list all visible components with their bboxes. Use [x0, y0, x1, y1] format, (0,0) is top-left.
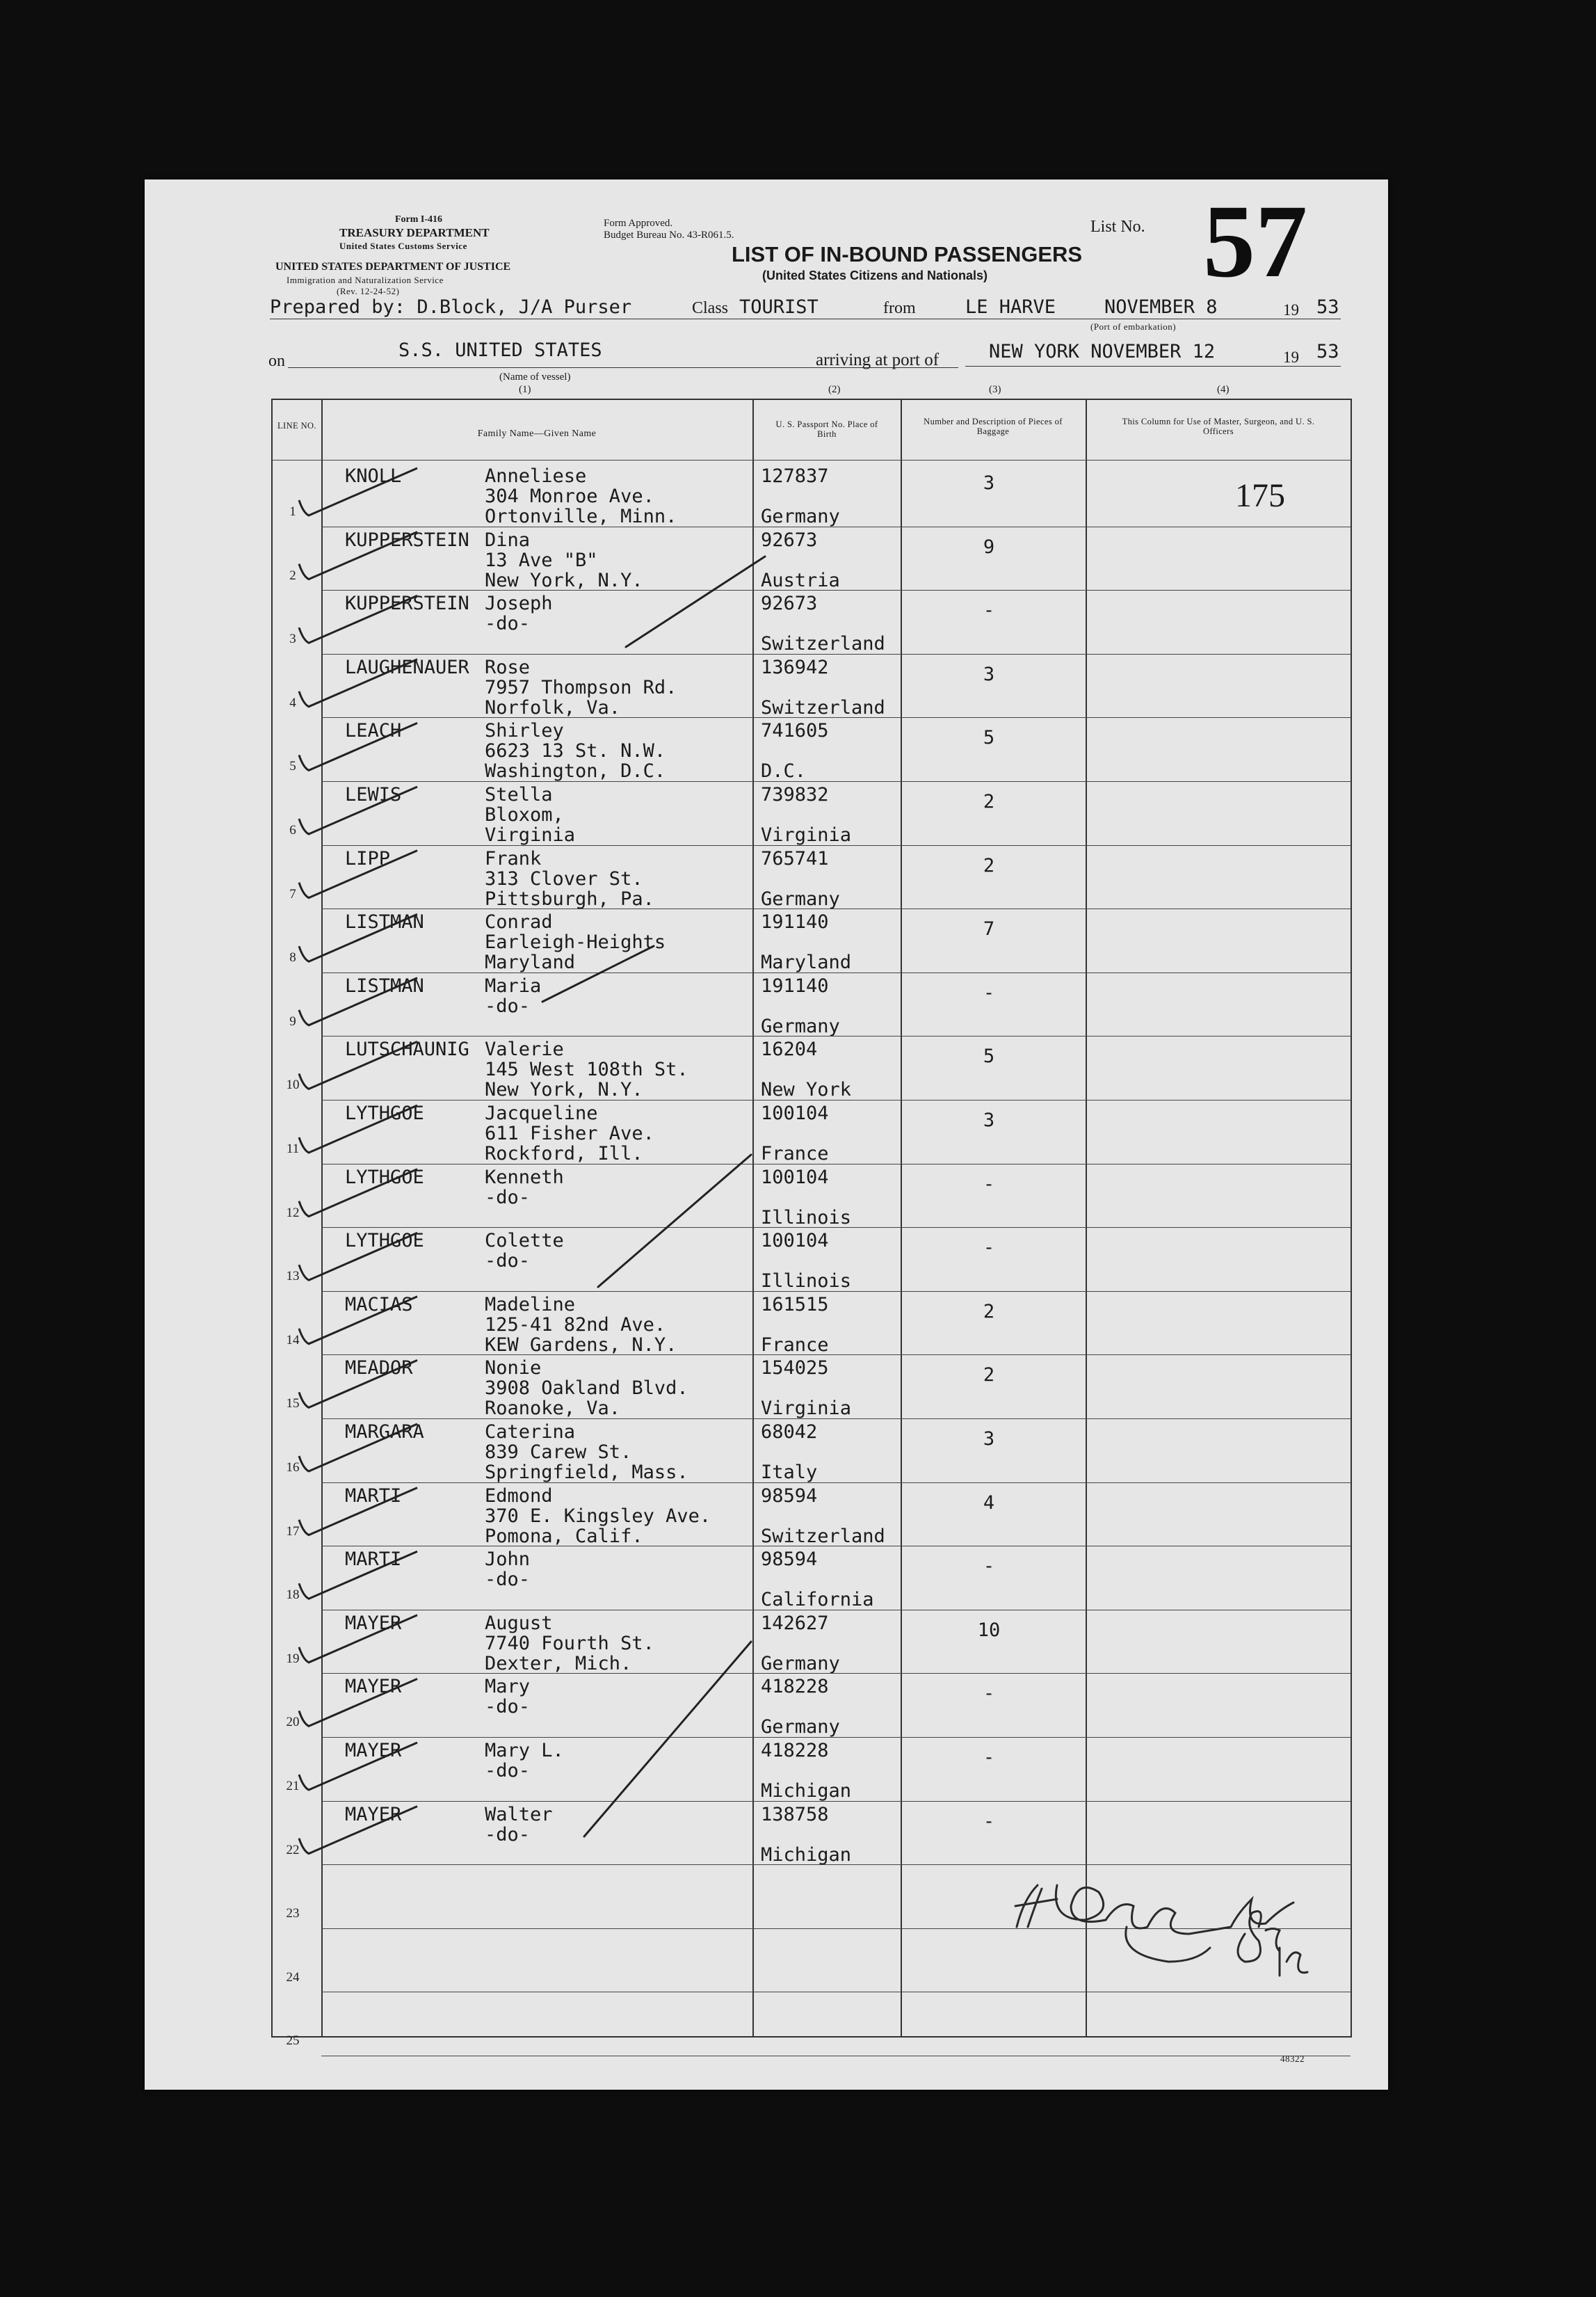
- line-number: 4: [289, 695, 296, 710]
- table-row: [273, 717, 1351, 781]
- address-line-1: -do-: [485, 1569, 531, 1591]
- passport-number: 739832: [761, 784, 829, 806]
- address-line-1: 125-41 82nd Ave.: [485, 1313, 666, 1336]
- address-line-1: Earleigh-Heights: [485, 931, 666, 954]
- baggage-count: -: [983, 1237, 995, 1259]
- table-row: [273, 1673, 1351, 1737]
- header-name: Family Name—Given Name: [477, 429, 597, 439]
- baggage-count: 3: [983, 472, 995, 494]
- place-of-birth: France: [761, 1143, 829, 1164]
- col2-caption: (2): [828, 384, 841, 395]
- place-of-birth: D.C.: [761, 760, 807, 783]
- baggage-count: -: [983, 982, 995, 1004]
- address-line-1: 7957 Thompson Rd.: [485, 676, 677, 698]
- family-name: KUPPERSTEIN: [345, 529, 469, 551]
- passport-number: 100104: [761, 1230, 829, 1252]
- family-name: LISTMAN: [345, 911, 424, 934]
- place-of-birth: Illinois: [761, 1206, 852, 1228]
- from-year: 53: [1316, 296, 1339, 318]
- passport-number: 191140: [761, 911, 829, 934]
- table-row: [273, 527, 1351, 591]
- table-row: [273, 1100, 1351, 1164]
- family-name: LISTMAN: [345, 975, 424, 997]
- address-line-2: Virginia: [485, 824, 576, 846]
- form-number: Form I-416: [395, 214, 443, 225]
- given-name: Shirley: [485, 720, 564, 742]
- passport-number: 138758: [761, 1803, 829, 1825]
- given-name: Dina: [485, 529, 531, 551]
- given-name: Conrad: [485, 911, 553, 934]
- table-row: [273, 1354, 1351, 1418]
- revision: (Rev. 12-24-52): [337, 286, 400, 296]
- address-line-1: -do-: [485, 995, 531, 1017]
- header-line-no: LINE NO.: [277, 421, 316, 431]
- line-number: 18: [286, 1587, 300, 1603]
- table-row: [273, 1864, 1351, 1928]
- family-name: LYTHGOE: [345, 1230, 424, 1252]
- vessel-caption: (Name of vessel): [499, 371, 571, 383]
- passport-number: 765741: [761, 847, 829, 870]
- line-number: 7: [289, 886, 296, 902]
- table-row: [273, 1227, 1351, 1291]
- passport-number: 418228: [761, 1740, 829, 1761]
- line-number: 10: [286, 1078, 300, 1093]
- place-of-birth: Michigan: [761, 1843, 852, 1866]
- table-row: [273, 590, 1351, 654]
- family-name: MAYER: [345, 1740, 402, 1761]
- family-name: LEWIS: [345, 784, 402, 806]
- line-number: 1: [289, 504, 296, 519]
- family-name: LYTHGOE: [345, 1103, 424, 1124]
- passport-number: 142627: [761, 1612, 829, 1634]
- given-name: Stella: [485, 784, 553, 806]
- table-row: [273, 781, 1351, 845]
- col1-caption: (1): [519, 384, 531, 395]
- class-value: TOURIST: [739, 296, 819, 318]
- table-row: [273, 1291, 1351, 1355]
- place-of-birth: Germany: [761, 1716, 840, 1738]
- baggage-count: 3: [983, 1428, 995, 1450]
- given-name: Kenneth: [485, 1166, 564, 1188]
- given-name: Jacqueline: [485, 1103, 598, 1124]
- family-name: KNOLL: [345, 465, 402, 487]
- place-of-birth: Michigan: [761, 1780, 852, 1802]
- baggage-count: 2: [983, 854, 995, 877]
- form-approved: Form Approved.: [604, 218, 673, 229]
- address-line-2: Washington, D.C.: [485, 760, 666, 783]
- address-line-1: 611 Fisher Ave.: [485, 1123, 654, 1144]
- department-of-justice: UNITED STATES DEPARTMENT OF JUSTICE: [275, 261, 511, 273]
- passport-number: 161515: [761, 1293, 829, 1315]
- treasury-department: TREASURY DEPARTMENT: [339, 226, 490, 239]
- header-divider: [273, 460, 1351, 461]
- from-label: from: [883, 299, 916, 317]
- table-row: [273, 463, 1351, 527]
- place-of-birth: California: [761, 1589, 874, 1611]
- list-subtitle: (United States Citizens and Nationals): [762, 269, 988, 282]
- family-name: MEADOR: [345, 1357, 413, 1379]
- line-number: 15: [286, 1396, 300, 1411]
- table-row: [273, 1482, 1351, 1546]
- form-code: 48322: [1280, 2054, 1305, 2064]
- passenger-table: [271, 399, 1352, 2049]
- arrival-port-date: NEW YORK NOVEMBER 12: [989, 341, 1216, 362]
- baggage-count: -: [983, 1555, 995, 1578]
- from-year-prefix: 19: [1283, 301, 1299, 319]
- baggage-count: -: [983, 1810, 995, 1832]
- address-line-1: 145 West 108th St.: [485, 1059, 688, 1081]
- from-port: LE HARVE: [965, 296, 1056, 318]
- address-line-1: 370 E. Kingsley Ave.: [485, 1505, 711, 1527]
- baggage-count: 4: [983, 1491, 995, 1514]
- line-number: 2: [289, 568, 296, 583]
- given-name: Joseph: [485, 593, 553, 615]
- line-number: 20: [286, 1715, 300, 1730]
- table-row: [273, 909, 1351, 973]
- officer-note: 175: [1235, 477, 1285, 514]
- address-line-2: Roanoke, Va.: [485, 1398, 621, 1420]
- table-row: [273, 654, 1351, 718]
- line-number: 22: [286, 1842, 300, 1857]
- given-name: Mary L.: [485, 1740, 564, 1761]
- place-of-birth: Virginia: [761, 1398, 852, 1420]
- place-of-birth: Switzerland: [761, 1525, 885, 1547]
- line-number: 11: [286, 1142, 300, 1156]
- line-number: 8: [289, 950, 296, 966]
- address-line-2: New York, N.Y.: [485, 1079, 643, 1101]
- passport-number: 100104: [761, 1103, 829, 1124]
- address-line-2: Dexter, Mich.: [485, 1652, 632, 1674]
- address-line-2: New York, N.Y.: [485, 569, 643, 591]
- arrival-year-prefix: 19: [1283, 349, 1299, 366]
- address-line-1: -do-: [485, 1760, 531, 1782]
- baggage-count: 2: [983, 1364, 995, 1386]
- baggage-count: -: [983, 1747, 995, 1768]
- line-number: 17: [286, 1523, 300, 1539]
- passport-number: 16204: [761, 1039, 818, 1061]
- place-of-birth: Germany: [761, 1652, 840, 1674]
- address-line-1: 7740 Fourth St.: [485, 1632, 654, 1654]
- family-name: LYTHGOE: [345, 1166, 424, 1188]
- address-line-1: 304 Monroe Ave.: [485, 486, 654, 507]
- table-row: [273, 1928, 1351, 1992]
- given-name: Caterina: [485, 1421, 576, 1443]
- given-name: Maria: [485, 975, 542, 997]
- baggage-count: 2: [983, 1300, 995, 1322]
- family-name: MAYER: [345, 1803, 402, 1825]
- ins-label: Immigration and Naturalization Service: [287, 275, 444, 285]
- passport-number: 418228: [761, 1676, 829, 1698]
- table-row: [273, 1546, 1351, 1610]
- family-name: MARTI: [345, 1548, 402, 1571]
- passport-number: 92673: [761, 593, 818, 615]
- line-number: 5: [289, 759, 296, 774]
- given-name: Frank: [485, 847, 542, 870]
- given-name: Anneliese: [485, 465, 587, 487]
- baggage-count: 9: [983, 536, 995, 558]
- line-number: 3: [289, 632, 296, 647]
- family-name: LAUGHENAUER: [345, 656, 469, 678]
- class-label: Class: [692, 299, 729, 317]
- table-row: [273, 845, 1351, 909]
- line-number: 6: [289, 823, 296, 838]
- line-number: 9: [289, 1014, 296, 1029]
- arriving-label: arriving at port of: [816, 351, 940, 369]
- table-row: [273, 1610, 1351, 1674]
- address-line-2: Ortonville, Minn.: [485, 506, 677, 527]
- place-of-birth: Germany: [761, 506, 840, 527]
- arrival-year: 53: [1316, 341, 1339, 362]
- table-row: [273, 1801, 1351, 1865]
- address-line-2: KEW Gardens, N.Y.: [485, 1334, 677, 1356]
- given-name: Colette: [485, 1230, 564, 1252]
- line-number: 13: [286, 1269, 300, 1284]
- budget-bureau: Budget Bureau No. 43-R061.5.: [604, 230, 734, 241]
- port-embark-caption: (Port of embarkation): [1090, 321, 1177, 332]
- baggage-count: 2: [983, 791, 995, 813]
- family-name: LEACH: [345, 720, 402, 742]
- given-name: Edmond: [485, 1484, 553, 1507]
- baggage-count: 3: [983, 663, 995, 685]
- passport-number: 92673: [761, 529, 818, 551]
- prepared-by: Prepared by: D.Block, J/A Purser: [270, 296, 632, 318]
- given-name: August: [485, 1612, 553, 1634]
- line-number: 14: [286, 1332, 300, 1347]
- address-line-2: Pomona, Calif.: [485, 1525, 643, 1547]
- table-row: [273, 1036, 1351, 1100]
- place-of-birth: Germany: [761, 888, 840, 910]
- baggage-count: 7: [983, 918, 995, 941]
- baggage-count: -: [983, 1173, 995, 1195]
- vessel-name: S.S. UNITED STATES: [398, 339, 602, 361]
- baggage-count: -: [983, 600, 995, 622]
- address-line-1: 3908 Oakland Blvd.: [485, 1377, 688, 1400]
- address-line-2: Norfolk, Va.: [485, 696, 621, 719]
- given-name: Nonie: [485, 1357, 542, 1379]
- given-name: Walter: [485, 1803, 553, 1825]
- family-name: MACIAS: [345, 1293, 413, 1315]
- col3-caption: (3): [989, 384, 1001, 395]
- given-name: Valerie: [485, 1039, 564, 1061]
- family-name: MAYER: [345, 1612, 402, 1634]
- baggage-count: -: [983, 1683, 995, 1705]
- passport-number: 154025: [761, 1357, 829, 1379]
- passport-number: 100104: [761, 1166, 829, 1188]
- family-name: KUPPERSTEIN: [345, 593, 469, 615]
- address-line-1: Bloxom,: [485, 804, 564, 826]
- address-line-1: -do-: [485, 1696, 531, 1718]
- passport-number: 191140: [761, 975, 829, 997]
- line-number: 23: [286, 1906, 300, 1921]
- table-row: [273, 973, 1351, 1037]
- family-name: MARTI: [345, 1484, 402, 1507]
- line-number: 19: [286, 1651, 300, 1666]
- family-name: LIPP: [345, 847, 391, 870]
- from-date: NOVEMBER 8: [1104, 296, 1218, 318]
- table-row: [273, 1164, 1351, 1228]
- baggage-count: 10: [977, 1619, 1001, 1641]
- place-of-birth: Austria: [761, 569, 840, 591]
- address-line-1: -do-: [485, 1186, 531, 1208]
- passport-number: 98594: [761, 1548, 818, 1571]
- given-name: Madeline: [485, 1293, 576, 1315]
- address-line-1: 839 Carew St.: [485, 1441, 632, 1463]
- address-line-2: Pittsburgh, Pa.: [485, 888, 654, 910]
- place-of-birth: France: [761, 1334, 829, 1356]
- address-line-1: -do-: [485, 613, 531, 635]
- table-row: [273, 1737, 1351, 1801]
- address-line-2: Springfield, Mass.: [485, 1462, 688, 1483]
- place-of-birth: Germany: [761, 1015, 840, 1037]
- passport-number: 68042: [761, 1421, 818, 1443]
- given-name: John: [485, 1548, 531, 1571]
- family-name: MARGARA: [345, 1421, 424, 1443]
- family-name: LUTSCHAUNIG: [345, 1039, 469, 1061]
- address-line-2: Maryland: [485, 952, 576, 974]
- list-title: LIST OF IN-BOUND PASSENGERS: [732, 242, 1083, 266]
- address-line-1: 313 Clover St.: [485, 867, 643, 890]
- manifest-sheet: [145, 179, 1388, 2090]
- address-line-1: 6623 13 St. N.W.: [485, 740, 666, 762]
- header-passport: U. S. Passport No. Place of Birth: [775, 419, 878, 439]
- given-name: Rose: [485, 656, 531, 678]
- place-of-birth: Maryland: [761, 952, 852, 974]
- passport-number: 136942: [761, 656, 829, 678]
- list-number: 57: [1203, 184, 1307, 299]
- header-officers: This Column for Use of Master, Surgeon, and U. S. Officers: [1122, 417, 1315, 436]
- line-number: 21: [286, 1779, 300, 1793]
- on-label: on: [268, 352, 285, 370]
- given-name: Mary: [485, 1676, 531, 1698]
- address-line-1: -do-: [485, 1250, 531, 1272]
- passport-number: 98594: [761, 1484, 818, 1507]
- line-number: 16: [286, 1460, 300, 1475]
- header-baggage: Number and Description of Pieces of Baggage: [924, 417, 1063, 436]
- list-no-label: List No.: [1090, 218, 1145, 236]
- place-of-birth: Switzerland: [761, 633, 885, 655]
- baggage-count: 5: [983, 727, 995, 749]
- baggage-count: 3: [983, 1110, 995, 1131]
- address-line-1: 13 Ave "B": [485, 549, 598, 571]
- place-of-birth: Illinois: [761, 1270, 852, 1292]
- place-of-birth: Virginia: [761, 824, 852, 846]
- address-line-2: Rockford, Ill.: [485, 1143, 643, 1164]
- line-number: 12: [286, 1205, 300, 1220]
- col4-caption: (4): [1217, 384, 1230, 395]
- place-of-birth: Switzerland: [761, 696, 885, 719]
- family-name: MAYER: [345, 1676, 402, 1698]
- line-number: 25: [286, 2033, 300, 2049]
- address-line-1: -do-: [485, 1823, 531, 1846]
- place-of-birth: New York: [761, 1079, 852, 1101]
- place-of-birth: Italy: [761, 1462, 818, 1483]
- customs-service: United States Customs Service: [339, 241, 467, 251]
- passport-number: 127837: [761, 465, 829, 487]
- baggage-count: 5: [983, 1046, 995, 1068]
- table-row: [273, 1418, 1351, 1482]
- table-row: [273, 1992, 1351, 2056]
- passport-number: 741605: [761, 720, 829, 742]
- line-number: 24: [286, 1969, 300, 1985]
